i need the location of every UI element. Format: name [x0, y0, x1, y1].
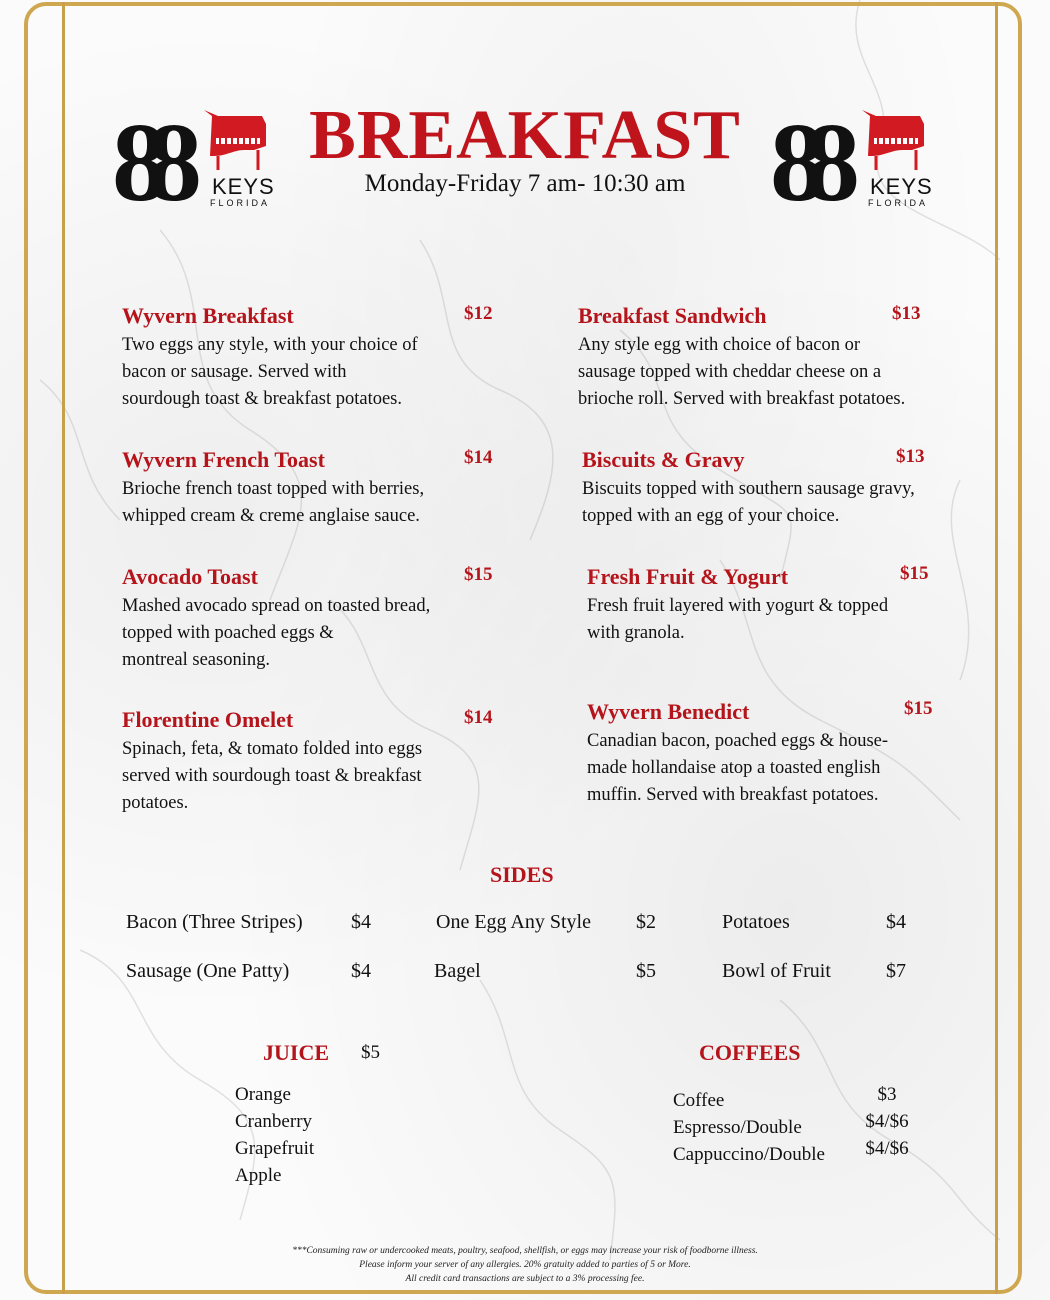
menu-item-description: Fresh fruit layered with yogurt & topped with granola.: [587, 596, 889, 643]
logo-numeral: 88: [770, 108, 838, 218]
coffee-list: [673, 1087, 825, 1168]
coffee-item-name: Cappuccino/Double: [673, 1144, 825, 1165]
grand-piano-icon: [204, 110, 266, 170]
side-item-name: Sausage (One Patty): [126, 960, 290, 982]
menu-item-price: $14: [464, 707, 493, 728]
menu-item-price: $13: [896, 446, 925, 467]
juice-list: [235, 1081, 314, 1189]
menu-item-description: Brioche french toast topped with berries, whipped cream & creme anglaise sauce.: [122, 479, 425, 526]
juice-item: Apple: [235, 1165, 282, 1186]
coffee-item-name: Coffee: [673, 1090, 725, 1111]
side-item-price: $2: [636, 911, 656, 933]
menu-item-description: Any style egg with choice of bacon or sausage topped with cheddar cheese on a brioche roll. Served with breakfast potatoes.: [578, 335, 906, 409]
menu-item-name: Breakfast Sandwich: [578, 303, 767, 328]
side-item-price: $4: [351, 960, 371, 982]
menu-item-price: $15: [900, 563, 929, 584]
juice-heading: JUICE: [263, 1040, 330, 1065]
juice-price: $5: [361, 1042, 380, 1063]
logo-numeral: 88: [112, 108, 180, 218]
side-item-price: $4: [886, 911, 906, 933]
menu-item-description: Biscuits topped with southern sausage gravy, topped with an egg of your choice.: [582, 479, 915, 526]
coffee-item-name: Espresso/Double: [673, 1117, 802, 1138]
menu-item-name: Wyvern French Toast: [122, 447, 325, 472]
side-item-name: Bacon (Three Stripes): [126, 911, 303, 933]
logo-sub: FLORIDA: [210, 198, 271, 208]
menu-item-name: Wyvern Benedict: [587, 699, 750, 724]
coffees-heading: COFFEES: [699, 1040, 801, 1065]
side-item-price: $5: [636, 960, 656, 982]
logo-word: KEYS: [870, 174, 933, 199]
juice-item: Cranberry: [235, 1111, 313, 1132]
menu-item-price: $15: [904, 698, 933, 719]
footer-disclaimer: ***Consuming raw or undercooked meats, poultry, seafood, shellfish, or eggs may increase your risk of foodborne illness. Please inform your server of any allergies. 20% gratuity added to parties of 5 or More. All credit card transactions are subject to a 3% processing fee.: [292, 1246, 758, 1284]
menu-item-description: Mashed avocado spread on toasted bread, topped with poached eggs & montreal seasoning.: [122, 596, 431, 670]
coffee-item-price: $3: [877, 1084, 897, 1105]
coffee-item-price: $4/$6: [865, 1111, 909, 1132]
grand-piano-icon: [862, 110, 924, 170]
menu-item-price: $15: [464, 564, 493, 585]
menu-item-name: Wyvern Breakfast: [122, 303, 294, 328]
side-item-name: Potatoes: [722, 911, 790, 933]
coffee-prices: [862, 1081, 912, 1162]
menu-item-name: Florentine Omelet: [122, 707, 294, 732]
menu-item-price: $14: [464, 447, 493, 468]
coffee-item-price: $4/$6: [865, 1138, 909, 1159]
menu-item-price: $13: [892, 303, 921, 324]
juice-item: Grapefruit: [235, 1138, 315, 1159]
menu-item-description: Spinach, feta, & tomato folded into eggs served with sourdough toast & breakfast potatoes.: [122, 739, 423, 813]
side-item-name: Bagel: [434, 960, 481, 982]
menu-item-price: $12: [464, 303, 493, 324]
menu-item-description: Two eggs any style, with your choice of bacon or sausage. Served with sourdough toast & breakfast potatoes.: [122, 335, 418, 409]
side-item-name: One Egg Any Style: [436, 911, 591, 933]
menu-item-name: Biscuits & Gravy: [582, 447, 745, 472]
menu-item-description: Canadian bacon, poached eggs & house- made hollandaise atop a toasted english muffin. Served with breakfast potatoes.: [587, 731, 889, 805]
logo-right: [770, 108, 940, 218]
side-item-name: Bowl of Fruit: [722, 960, 831, 982]
menu-item-name: Fresh Fruit & Yogurt: [587, 564, 789, 589]
page-title: BREAKFAST: [309, 97, 741, 174]
menu-item-name: Avocado Toast: [122, 564, 258, 589]
logo-sub: FLORIDA: [868, 198, 929, 208]
sides-heading: SIDES: [490, 862, 554, 887]
side-item-price: $4: [351, 911, 371, 933]
logo-left: [112, 108, 282, 218]
logo-word: KEYS: [212, 174, 275, 199]
side-item-price: $7: [886, 960, 906, 982]
juice-item: Orange: [235, 1084, 291, 1105]
service-hours: Monday-Friday 7 am- 10:30 am: [364, 170, 686, 197]
